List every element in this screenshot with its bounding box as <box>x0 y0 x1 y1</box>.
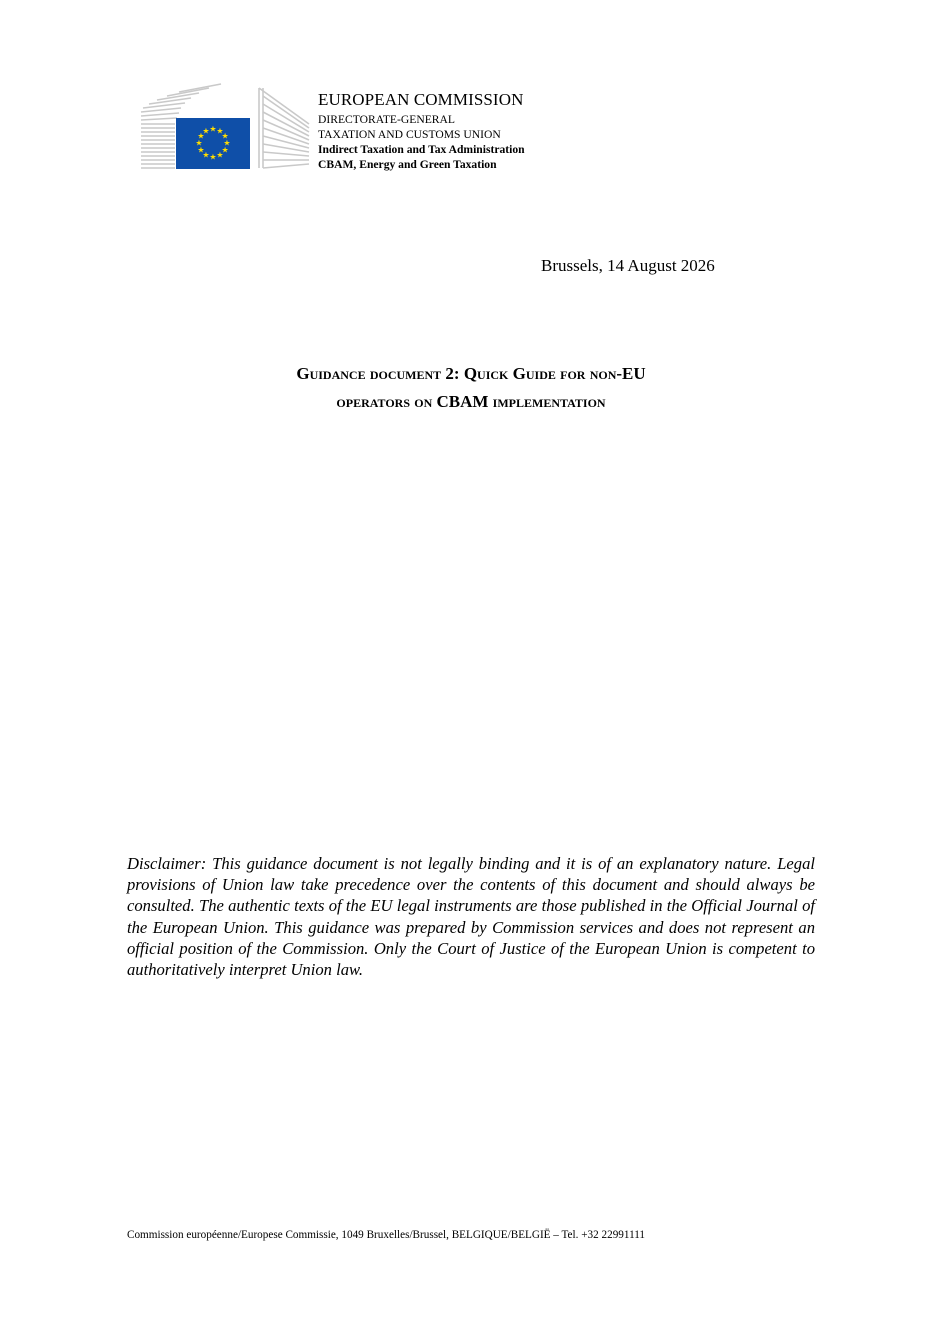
svg-text:★: ★ <box>223 138 231 148</box>
letterhead <box>318 91 525 172</box>
directorate-name-line: TAXATION AND CUSTOMS UNION <box>318 128 501 141</box>
disclaimer: Disclaimer: This guidance document is not legally binding and it is of an explanatory nature. Legal provisions of Union law take precedence over the contents of this document and should always be consulted. The authentic texts of the EU legal instruments are those published in the Official Journal of the European Union. This guidance was prepared by Commission services and does not represent an official position of the Commission. Only the Court of Justice of the European Union is competent to authoritatively interpret Union law. <box>127 854 815 980</box>
svg-text:★: ★ <box>209 152 217 162</box>
title-line-2: operators on CBAM implementation <box>336 392 606 411</box>
directorate-line: DIRECTORATE-GENERAL <box>318 113 455 126</box>
svg-text:★: ★ <box>221 131 229 141</box>
organization-name: EUROPEAN COMMISSION <box>318 90 524 109</box>
document-date: Brussels, 14 August 2026 <box>541 256 715 275</box>
svg-text:★: ★ <box>195 138 203 148</box>
footer-address: Commission européenne/Europese Commissie, 1049 Bruxelles/Brussel, BELGIQUE/BELGIË – Tel. +32 22991111 <box>127 1229 646 1241</box>
unit-line: CBAM, Energy and Green Taxation <box>318 158 497 171</box>
european-commission-logo <box>139 82 311 170</box>
directorate-unit-line: Indirect Taxation and Tax Administration <box>318 143 525 156</box>
svg-text:★: ★ <box>202 150 210 160</box>
document-title <box>127 360 815 416</box>
svg-text:★: ★ <box>216 150 224 160</box>
svg-text:★: ★ <box>202 126 210 136</box>
svg-text:★: ★ <box>221 145 229 155</box>
svg-text:★: ★ <box>209 124 217 134</box>
svg-text:★: ★ <box>197 131 205 141</box>
svg-text:★: ★ <box>216 126 224 136</box>
svg-text:★: ★ <box>197 145 205 155</box>
title-line-1: Guidance document 2: Quick Guide for non-EU <box>296 364 646 383</box>
